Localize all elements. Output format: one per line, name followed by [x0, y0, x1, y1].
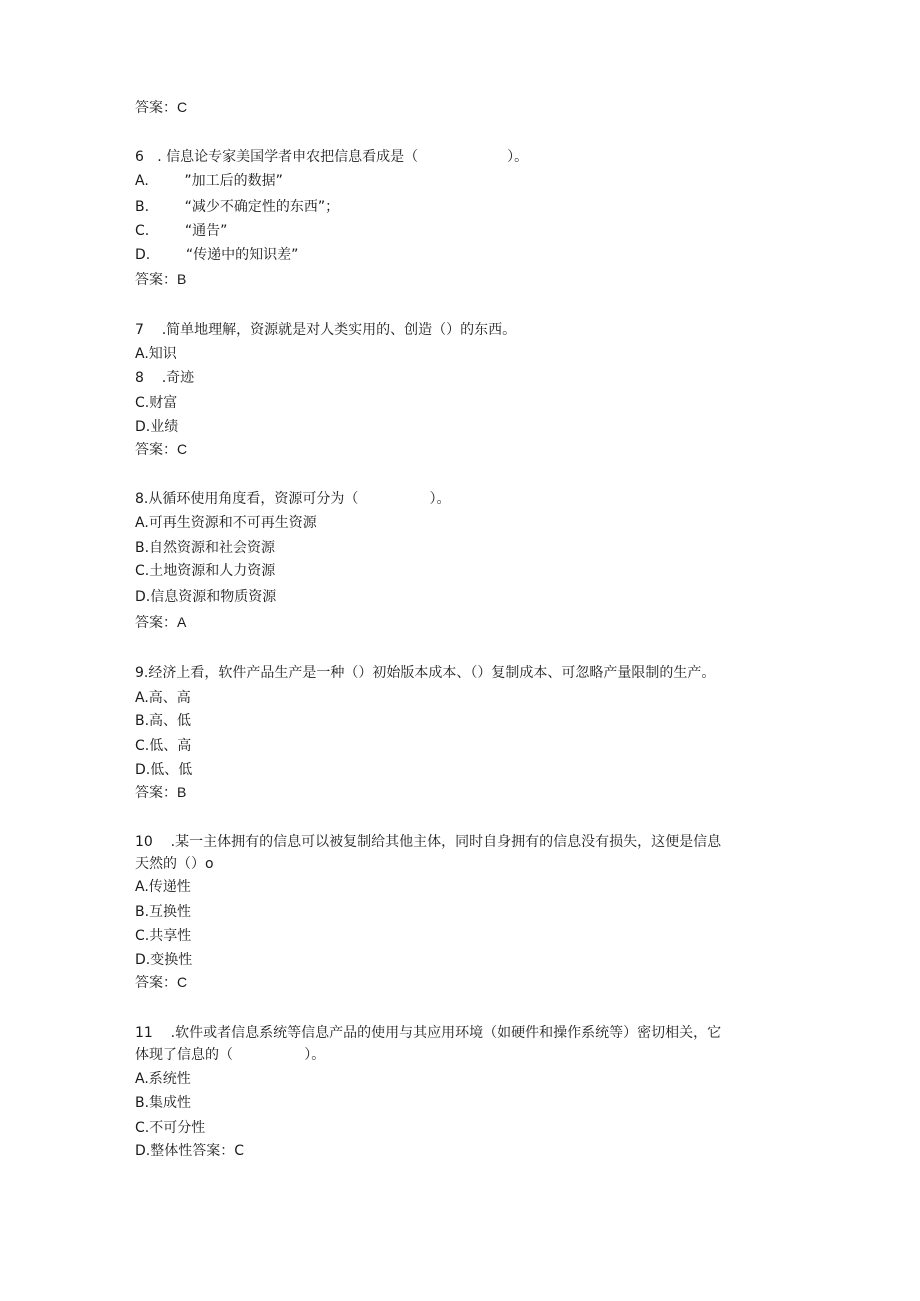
answer: 答案：B	[135, 784, 187, 800]
option-d: D.变换性	[135, 952, 193, 968]
option-b: B.互换性	[135, 904, 192, 920]
option-c: C.不可分性	[135, 1120, 206, 1136]
option-c: C.土地资源和人力资源	[135, 563, 276, 579]
option-b: B.自然资源和社会资源	[135, 540, 276, 556]
question-stem-line-2: 天然的（）o	[135, 856, 214, 872]
question-stem: 8.从循环使用角度看，资源可分为（ ）。	[135, 491, 451, 507]
option-a: A.高、高	[135, 690, 191, 706]
option-b: B. “减少不确定性的东西”；	[135, 199, 340, 215]
option-d: D. “传递中的知识差”	[135, 247, 299, 263]
answer: 答案：C	[135, 974, 188, 990]
option-c: C. “通告”	[135, 223, 228, 239]
option-a: A.可再生资源和不可再生资源	[135, 515, 317, 531]
option-c: C.低、高	[135, 738, 192, 754]
question-stem: 9.经济上看，软件产品生产是一种（）初始版本成本、（）复制成本、可忽略产量限制的生产。	[135, 665, 716, 681]
option-b: B.高、低	[135, 713, 192, 729]
option-d: D.业绩	[135, 419, 179, 435]
option-b: B.集成性	[135, 1095, 192, 1111]
option-b: 8 .奇迹	[135, 370, 195, 386]
question-stem-line-1: 10 .某一主体拥有的信息可以被复制给其他主体，同时自身拥有的信息没有损失，这便是信息	[135, 834, 722, 850]
option-a: A.系统性	[135, 1071, 191, 1087]
option-c: C.共享性	[135, 928, 192, 944]
option-a: A. ”加工后的数据”	[135, 173, 283, 189]
answer: 答案：B	[135, 271, 187, 287]
question-stem-line-1: 11 .软件或者信息系统等信息产品的使用与其应用环境（如硬件和操作系统等）密切相关，它	[135, 1025, 722, 1041]
option-d: D.低、低	[135, 762, 193, 778]
answer-top: 答案：C	[135, 99, 188, 115]
option-a: A.知识	[135, 346, 177, 362]
option-d: D.信息资源和物质资源	[135, 589, 277, 605]
question-stem: 7 .简单地理解，资源就是对人类实用的、创造（）的东西。	[135, 322, 517, 338]
option-d-with-answer: D.整体性答案：C	[135, 1143, 245, 1159]
option-a: A.传递性	[135, 879, 191, 895]
option-c: C.财富	[135, 395, 178, 411]
question-stem-line-2: 体现了信息的（ ）。	[135, 1047, 326, 1063]
question-stem: 6 . 信息论专家美国学者申农把信息看成是（ ）。	[135, 149, 529, 165]
answer: 答案：C	[135, 441, 188, 457]
answer: 答案：A	[135, 614, 187, 630]
